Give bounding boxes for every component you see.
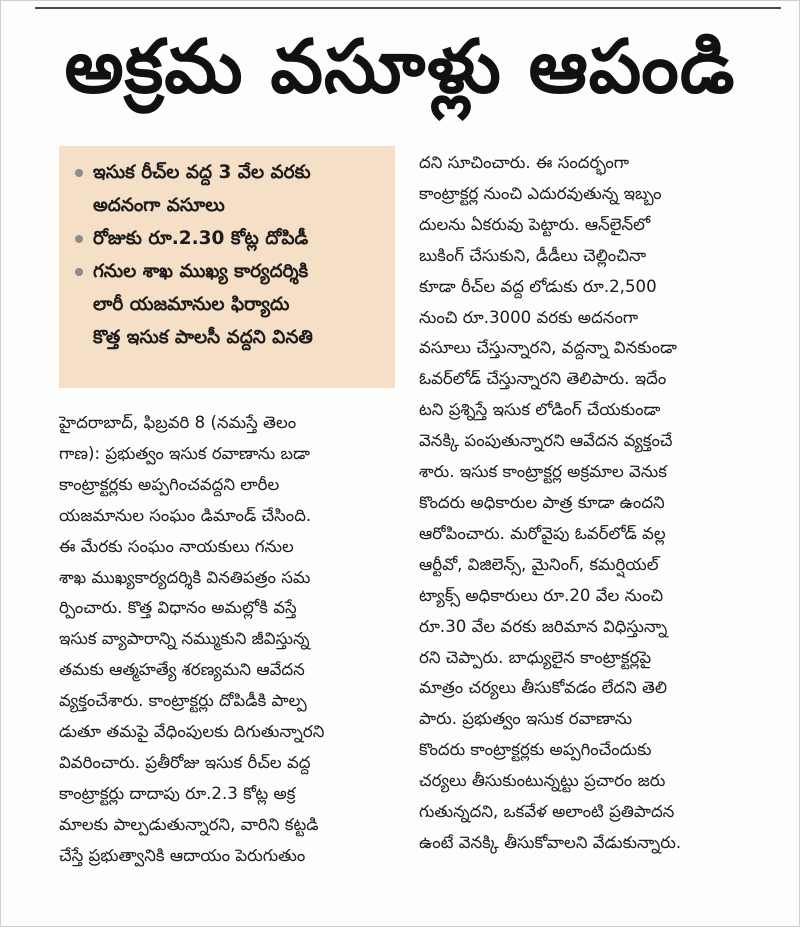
article-line: తమకు ఆత్మహత్యే శరణ్యమని ఆవేదన: [59, 660, 305, 680]
article-line: ఉంటే వెనక్కి తీసుకోవాలని వేడుకున్నారు.: [419, 832, 682, 852]
article-line: దని సూచించారు. ఈ సందర్భంగా: [419, 153, 630, 172]
bullet-icon: [75, 268, 83, 276]
article-line: చేస్తే ప్రభుత్వానికి ఆదాయం పెరుగుతుం: [59, 845, 306, 865]
article-line: పారు. ప్రభుత్వం ఇసుక రవాణాను: [419, 709, 633, 729]
article-line: మాలకు పాల్పడుతున్నారని, వారిని కట్టడి: [59, 814, 319, 834]
highlight-item: [73, 222, 387, 255]
highlight-line: గనుల శాఖ ముఖ్య కార్యదర్శికి: [93, 261, 309, 282]
bullet-icon: [75, 169, 83, 177]
highlight-item: [73, 156, 387, 189]
headline: అక్రమ వసూళ్లు ఆపండి: [64, 24, 736, 110]
article-line: డుతూ తమపై వేధింపులకు దిగుతున్నారని: [59, 722, 325, 742]
bullet-icon: [75, 235, 83, 243]
article-line: శాఖ ముఖ్యకార్యదర్శికి వినతిపత్రం సమ: [59, 567, 311, 587]
article-line: గుతున్నదని, ఒకవేళ అలాంటి ప్రతిపాదన: [419, 802, 675, 822]
article-line: నుంచి రూ.3000 వరకు అదనంగా: [419, 307, 639, 327]
article-line: కూడా రీచ్‌ల వద్ద లోడుకు రూ.2,500: [419, 276, 657, 296]
highlight-line: లారీ యజమానుల ఫిర్యాదు: [93, 294, 290, 315]
article-column-left: [59, 408, 395, 872]
highlight-line: కొత్త ఇసుక పాలసీ వద్దని వినతి: [93, 327, 313, 348]
article-line: రని చెప్పారు. బాధ్యులైన కాంట్రాక్టర్లపై: [419, 647, 652, 667]
article-line: వసూలు చేస్తున్నారని, వద్దన్నా వినకుండా: [419, 338, 677, 358]
article-line: ఈ మేరకు సంఘం నాయకులు గనుల: [59, 536, 294, 556]
highlight-line: రోజుకు రూ.2.30 కోట్ల దోపిడీ: [93, 228, 309, 249]
article-line: కాంట్రాక్టర్లకు అప్పగించవద్దని లారీల: [59, 474, 280, 494]
article-line: ర్పించారు. కొత్త విధానం అమల్లోకి వస్తే: [59, 598, 297, 618]
article-line: ఇసుక వ్యాపారాన్ని నమ్ముకుని జీవిస్తున్న: [59, 629, 310, 649]
article-column-right: [419, 148, 753, 859]
article-line: ఆర్టీవో, విజిలెన్స్, మైనింగ్, కమర్షియల్: [419, 554, 659, 574]
article-line: కొందరు అధికారుల పాత్ర కూడా ఉందని: [419, 492, 665, 512]
article-line: ఆరోపించారు. మరోవైపు ఓవర్‌లోడ్ వల్ల: [419, 523, 666, 543]
article-line: మాత్రం చర్యలు తీసుకోవడం లేదని తెలి: [419, 678, 668, 698]
article-line: గాణ): ప్రభుత్వం ఇసుక రవాణాను బడా: [59, 443, 310, 463]
article-line: టని ప్రశ్నిస్తే ఇసుక లోడింగ్ చేయకుండా: [419, 400, 661, 420]
article-line: కొందరు కాంట్రాక్టర్లకు అప్పగించేందుకు: [419, 740, 652, 760]
article-line: బుకింగ్ చేసుకుని, డీడీలు చెల్లించినా: [419, 245, 647, 265]
top-rule-divider: [35, 7, 781, 9]
article-line: హైదరాబాద్, ఫిబ్రవరి 8 (నమస్తే తెలం: [59, 413, 297, 432]
article-line: వెనక్కి పంపుతున్నారని ఆవేదన వ్యక్తంచే: [419, 431, 673, 451]
highlights-box: [59, 146, 395, 388]
highlight-line: అదనంగా వసూలు: [93, 195, 225, 216]
article-line: శారు. ఇసుక కాంట్రాక్టర్ల అక్రమాల వెనుక: [419, 462, 667, 482]
article-line: ట్యాక్స్ అధికారులు రూ.20 వేల నుంచి: [419, 585, 664, 605]
article-line: వివరించారు. ప్రతీరోజు ఇసుక రీచ్‌ల వద్ద: [59, 752, 311, 772]
article-line: ఓవర్‌లోడ్ చేస్తున్నారని తెలిపారు. ఇదేం: [419, 369, 667, 389]
article-line: కాంట్రాక్టర్ల నుంచి ఎదురవుతున్న ఇబ్బం: [419, 183, 662, 203]
article-line: దులను ఏకరువు పెట్టారు. ఆన్‌లైన్‌లో: [419, 214, 651, 234]
article-line: చర్యలు తీసుకుంటున్నట్టు ప్రచారం జరు: [419, 771, 666, 791]
article-line: కాంట్రాక్టర్లు దాదాపు రూ.2.3 కోట్ల అక్ర: [59, 783, 296, 803]
article-line: వ్యక్తంచేశారు. కాంట్రాక్టర్లు దోపిడీకి పాల్ప: [59, 691, 307, 711]
highlight-line: ఇసుక రీచ్‌ల వద్ద 3 వేల వరకు: [93, 162, 311, 183]
article-line: యజమానుల సంఘం డిమాండ్ చేసింది.: [59, 505, 312, 525]
highlight-item: [73, 255, 387, 288]
article-line: రూ.30 వేల వరకు జరిమాన విధిస్తున్నా: [419, 616, 668, 636]
